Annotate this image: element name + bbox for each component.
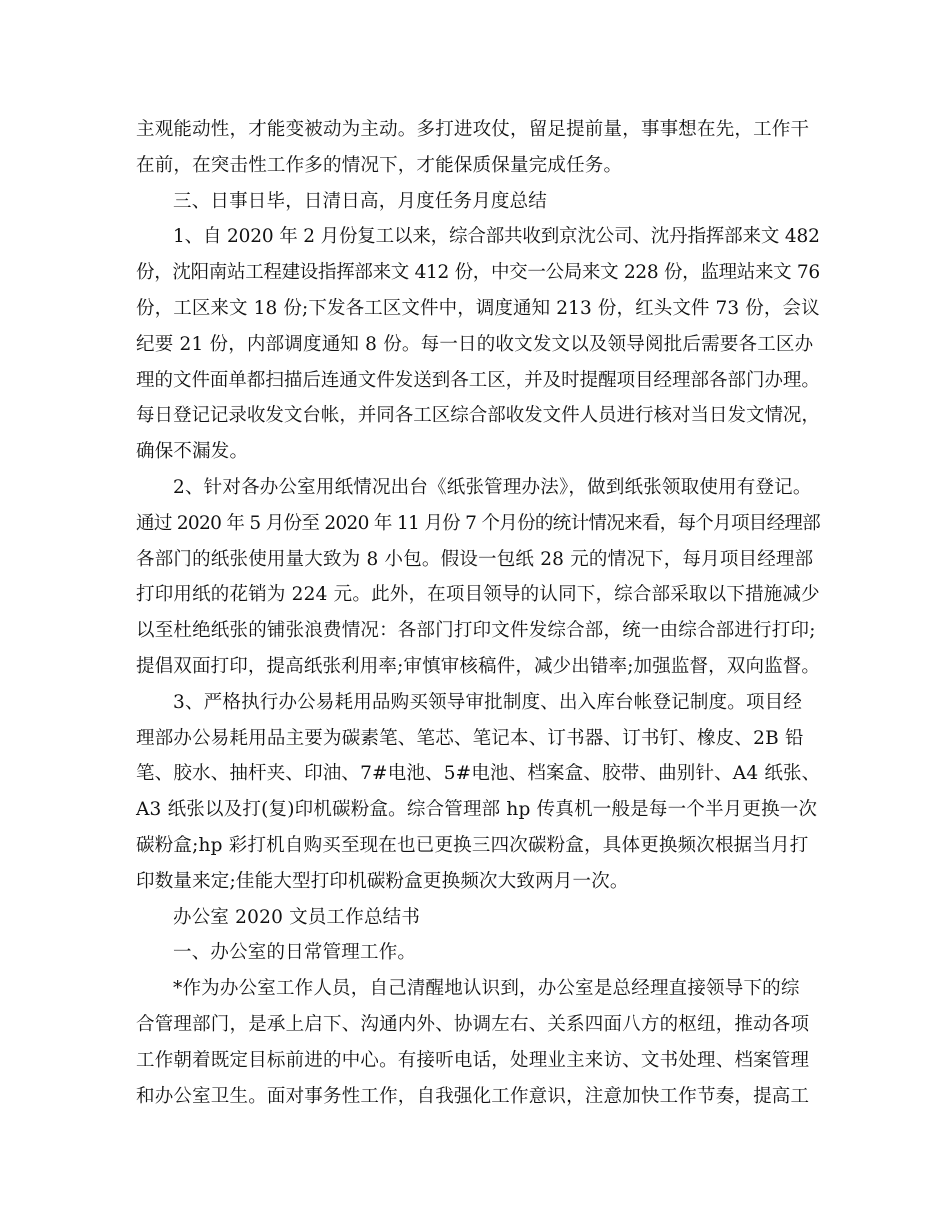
text-line: 笔、胶水、抽杆夹、印油、7#电池、5#电池、档案盒、胶带、曲别针、A4 纸张、: [136, 763, 821, 785]
text-line: 每日登记记录收发文台帐，并同各工区综合部收发文件人员进行核对当日发文情况，: [136, 405, 820, 427]
text-line: 理的文件面单都扫描后连通文件发送到各工区，并及时提醒项目经理部各部门办理。: [136, 369, 820, 391]
text-line: 工作朝着既定目标前进的中心。有接听电话，处理业主来访、文书处理、档案管理: [136, 1049, 810, 1071]
text-line: *作为办公室工作人员，自己清醒地认识到，办公室是总经理直接领导下的综: [173, 978, 800, 1000]
text-line: 3、严格执行办公易耗用品购买领导审批制度、出入库台帐登记制度。项目经: [173, 691, 803, 713]
text-line: 份，沈阳南站工程建设指挥部来文 412 份，中交一公局来文 228 份，监理站来文 76: [136, 262, 820, 284]
text-line: 2、针对各办公室用纸情况出台《纸张管理办法》，做到纸张领取使用有登记。: [173, 476, 812, 498]
text-line: 一、办公室的日常管理工作。: [173, 942, 417, 964]
text-line: 主观能动性，才能变被动为主动。多打进攻仗，留足提前量，事事想在先，工作干: [136, 119, 810, 140]
text-line: 各部门的纸张使用量大致为 8 小包。假设一包纸 28 元的情况下，每月项目经理部: [136, 548, 814, 570]
text-line: 和办公室卫生。面对事务性工作，自我强化工作意识，注意加快工作节奏，提高工: [136, 1085, 810, 1107]
text-line: 份，工区来文 18 份;下发各工区文件中，调度通知 213 份，红头文件 73 份，会议: [136, 297, 820, 319]
text-line: 三、日事日毕，日清日高，月度任务月度总结: [173, 190, 548, 212]
text-line: 确保不漏发。: [136, 441, 249, 463]
text-line: 理部办公易耗用品主要为碳素笔、笔芯、笔记本、订书器、订书钉、橡皮、2B 铅: [136, 727, 804, 749]
text-line: 通过 2020 年 5 月份至 2020 年 11 月份 7 个月份的统计情况来看，每个月项目经理部: [136, 512, 821, 534]
text-line: 印数量来定;佳能大型打印机碳粉盒更换频次大致两月一次。: [136, 870, 629, 892]
text-line: 纪要 21 份，内部调度通知 8 份。每一日的收文发文以及领导阅批后需要各工区办: [136, 333, 814, 355]
text-line: A3 纸张以及打(复)印机碳粉盒。综合管理部 hp 传真机一般是每一个半月更换一次: [136, 799, 818, 821]
text-line: 提倡双面打印，提高纸张利用率;审慎审核稿件，减少出错率;加强监督，双向监督。: [136, 655, 821, 677]
text-line: 办公室 2020 文员工作总结书: [173, 906, 421, 928]
document-body: [136, 112, 820, 1114]
text-line: 碳粉盒;hp 彩打机自购买至现在也已更换三四次碳粉盒，具体更换频次根据当月打: [136, 834, 809, 856]
text-line: 以至杜绝纸张的铺张浪费情况：各部门打印文件发综合部，统一由综合部进行打印;: [136, 620, 816, 642]
text-line: 合管理部门，是承上启下、沟通内外、协调左右、关系四面八方的枢纽，推动各项: [136, 1013, 810, 1035]
text-line: 1、自 2020 年 2 月份复工以来，综合部共收到京沈公司、沈丹指挥部来文 482: [173, 226, 820, 248]
text-line: 打印用纸的花销为 224 元。此外，在项目领导的认同下，综合部采取以下措施减少: [136, 584, 820, 606]
text-line: 在前，在突击性工作多的情况下，才能保质保量完成任务。: [136, 154, 623, 176]
